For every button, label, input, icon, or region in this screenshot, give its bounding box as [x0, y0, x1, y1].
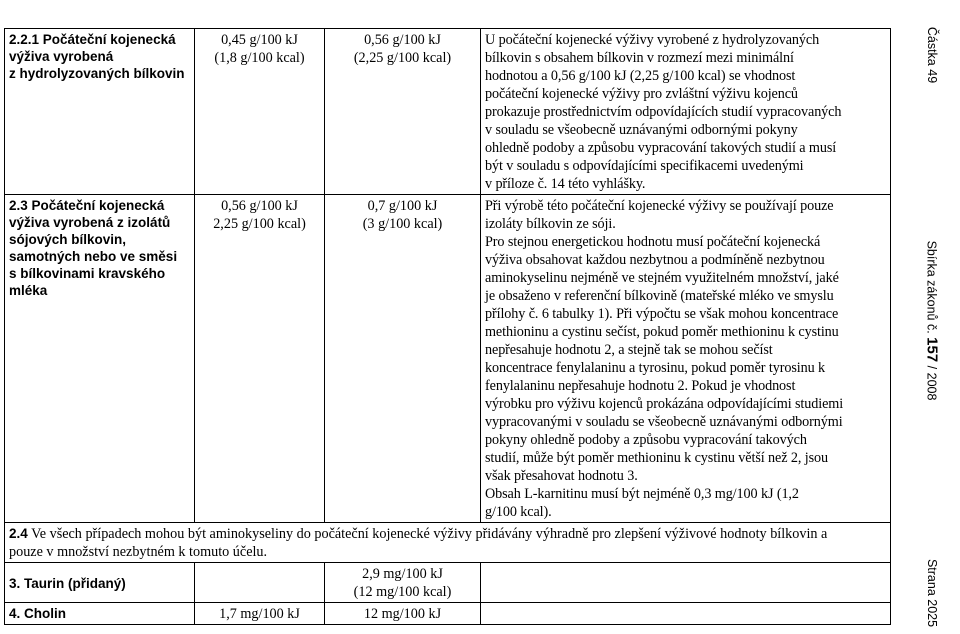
description-line: ohledně podoby a způsobu vypracování takových studií a musí [485, 140, 837, 156]
description-line: je obsaženo v referenční bílkovině (mateřské mléko ve smyslu [485, 288, 834, 304]
row-title-line: z hydrolyzovaných bílkovin [9, 66, 185, 81]
max-value-line: 0,56 g/100 kJ [364, 32, 441, 48]
table-row [5, 603, 891, 625]
description-cell [481, 29, 891, 195]
min-value-cell [195, 603, 325, 625]
description-line: izoláty bílkovin ze sóji. [485, 216, 616, 232]
description-line: Pro stejnou energetickou hodnotu musí počáteční kojenecká [485, 234, 821, 250]
min-value-line: 2,25 g/100 kcal) [213, 216, 306, 232]
description-line: Obsah L-karnitinu musí být nejméně 0,3 mg/100 kJ (1,2 [485, 486, 799, 502]
row-title-cell [5, 563, 195, 603]
description-line: hodnotou a 0,56 g/100 kJ (2,25 g/100 kcal) se vhodnost [485, 68, 796, 84]
row-title-line: mléka [9, 283, 48, 298]
min-value-line: 0,45 g/100 kJ [221, 32, 298, 48]
row-title-line: sójových bílkovin, [9, 232, 127, 247]
description-line: bílkovin s obsahem bílkovin v rozmezí mezi minimální [485, 50, 794, 66]
note-line: pouze v množství nezbytném k tomuto účelu. [9, 544, 268, 560]
max-value-line: 2,9 mg/100 kJ [362, 566, 443, 582]
description-line: počáteční kojenecké výživy pro zvláštní výživu kojenců [485, 86, 798, 102]
description-line: výrobku pro výživu kojenců prokázána odpovídajícími studiemi [485, 396, 844, 412]
document-page [4, 28, 890, 625]
description-line: prokazuje prostřednictvím odpovídajících studií vypracovaných [485, 104, 842, 120]
description-line: aminokyselinu nejméně ve stejném využitelném množství, jaké [485, 270, 839, 286]
description-line: však přesahovat hodnotu 3. [485, 468, 638, 484]
description-line: vypracovanými v souladu se všeobecně uznávanými odbornými [485, 414, 843, 430]
row-title-line: výživa vyrobená [9, 49, 114, 64]
max-value-cell [325, 603, 481, 625]
description-line: g/100 kcal). [485, 504, 552, 520]
max-value-line: 0,7 g/100 kJ [367, 198, 438, 214]
table-row [5, 29, 891, 195]
max-value-line: 12 mg/100 kJ [363, 606, 442, 622]
row-title-line: samotných nebo ve směsi [9, 249, 178, 264]
max-value-line: (12 mg/100 kcal) [353, 584, 452, 600]
min-value-cell [195, 563, 325, 603]
min-value-cell [195, 195, 325, 523]
note-text: Ve všech případech mohou být aminokyseliny do počáteční kojenecké výživy přidávány výhradně pro zlepšení výživové hodnoty bílkovin a [31, 526, 828, 542]
row-title-line: 3. Taurin (přidaný) [9, 575, 126, 591]
max-value-cell [325, 563, 481, 603]
row-title-line: s bílkovinami kravského [9, 266, 166, 281]
min-value-cell [195, 29, 325, 195]
description-line: studií, může být poměr methioninu k cystinu větší než 2, jsou [485, 450, 829, 466]
max-value-line: (2,25 g/100 kcal) [353, 50, 452, 66]
description-line: U počáteční kojenecké výživy vyrobené z hydrolyzovaných [485, 32, 820, 48]
table-row [5, 523, 891, 563]
note-cell [5, 523, 891, 563]
description-line: Při výrobě této počáteční kojenecké výživy se používají pouze [485, 198, 834, 214]
row-title-line: 4. Cholin [9, 606, 66, 621]
description-cell [481, 563, 891, 603]
row-title-cell [5, 603, 195, 625]
max-value-cell [325, 195, 481, 523]
row-title-cell [5, 195, 195, 523]
page-number-label: Strana 2025 [925, 558, 939, 628]
row-title-cell [5, 29, 195, 195]
collection-prefix: Sbírka zákonů č. [924, 240, 939, 334]
description-line: koncentrace fenylalaninu a tyrosinu, pokud poměr tyrosinu k [485, 360, 826, 376]
table-row [5, 563, 891, 603]
description-line: přílohy č. 6 tabulky 1). Při výpočtu se však mohou koncentrace [485, 306, 839, 322]
description-line: v souladu se všeobecně uznávanými odbornými pokyny [485, 122, 798, 138]
table-row [5, 195, 891, 523]
min-value-line: (1,8 g/100 kcal) [214, 50, 305, 66]
row-title-line: 2.2.1 Počáteční kojenecká [9, 32, 176, 47]
description-line: nepřesahuje hodnotu 2, a stejně tak se mohou sečíst [485, 342, 773, 358]
max-value-line: (3 g/100 kcal) [362, 216, 443, 232]
part-label: Částka 49 [925, 26, 939, 84]
note-line [9, 525, 886, 543]
nutrition-table [4, 28, 891, 625]
row-title-line: 2.3 Počáteční kojenecká [9, 198, 165, 213]
max-value-cell [325, 29, 481, 195]
description-line: výživa obsahovat každou nezbytnou a podmíněně nezbytnou [485, 252, 825, 268]
min-value-line: 1,7 mg/100 kJ [219, 606, 300, 622]
page-sidebar [904, 0, 960, 634]
collection-number: 157 [923, 337, 941, 363]
description-line: methioninu a cystinu sečíst, pokud poměr methioninu k cystinu [485, 324, 839, 340]
description-line: v příloze č. 14 této vyhlášky. [485, 176, 646, 192]
collection-year: / 2008 [924, 365, 939, 401]
description-cell [481, 603, 891, 625]
min-value-line: 0,56 g/100 kJ [221, 198, 298, 214]
description-cell [481, 195, 891, 523]
row-title-line: výživa vyrobená z izolátů [9, 215, 171, 230]
description-line: fenylalaninu nepřesahuje hodnotu 2. Pokud je vhodnost [485, 378, 796, 394]
note-number: 2.4 [9, 526, 28, 541]
description-line: pokyny ohledně podoby a způsobu vypracování takových [485, 432, 807, 448]
collection-label [924, 241, 941, 401]
description-line: být v souladu s odpovídajícími specifikacemi uvedenými [485, 158, 804, 174]
